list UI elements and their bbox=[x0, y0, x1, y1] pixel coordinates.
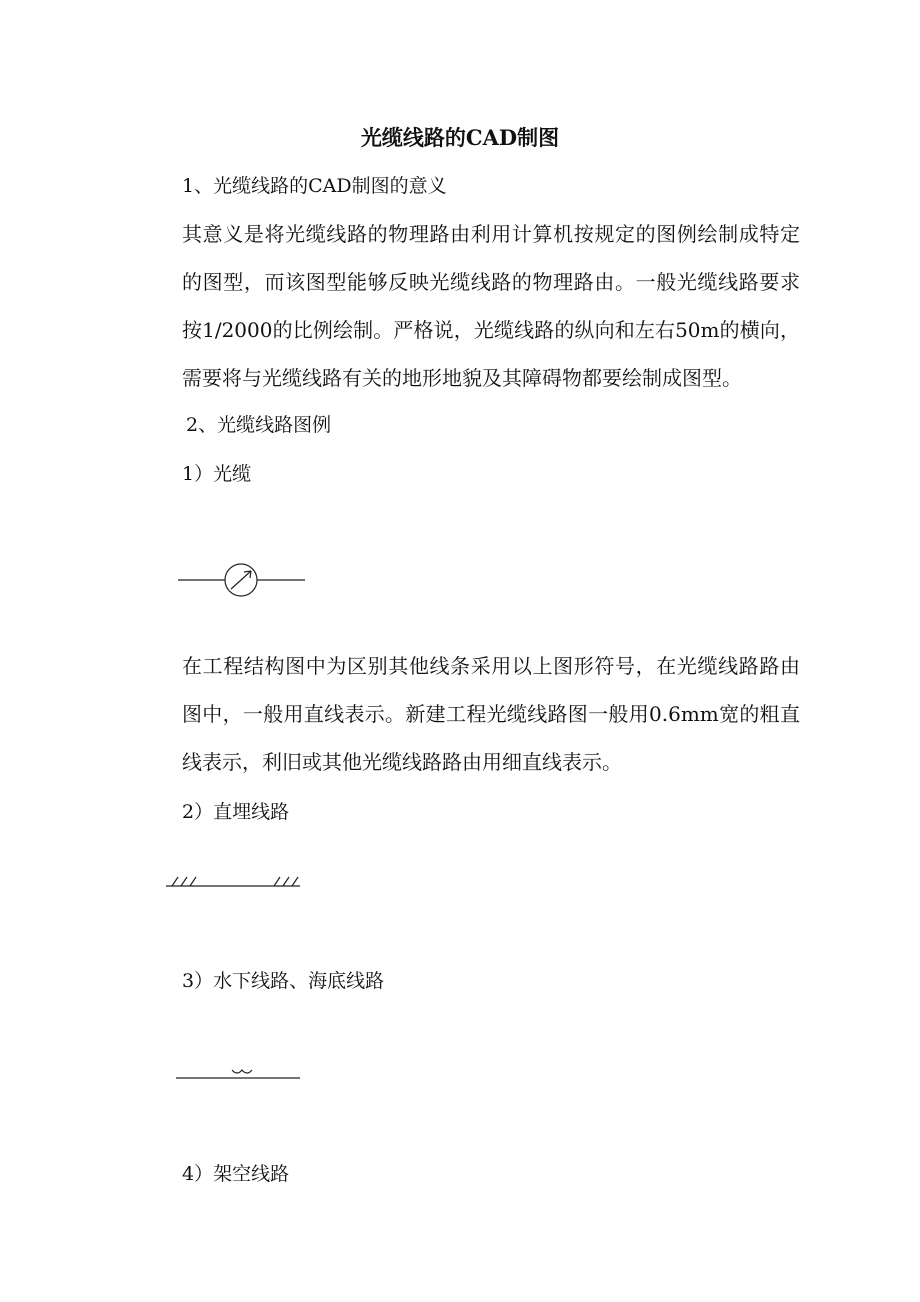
direct-buried-symbol bbox=[166, 874, 302, 888]
legend-item-aerial-label: 4）架空线路 bbox=[182, 1163, 290, 1185]
underwater-symbol bbox=[176, 1066, 302, 1082]
legend-item-direct-buried-label: 2）直埋线路 bbox=[182, 801, 290, 823]
section-2-heading: 2、光缆线路图例 bbox=[186, 414, 332, 436]
section-1-paragraph bbox=[140, 210, 800, 402]
optical-cable-symbol bbox=[178, 560, 306, 600]
legend-item-underwater-label: 3）水下线路、海底线路 bbox=[182, 970, 385, 992]
section-1-paragraph-text: 其意义是将光缆线路的物理路由利用计算机按规定的图例绘制成特定的图型，而该图型能够反映光缆线路的物理路由。一般光缆线路要求按1/2000的比例绘制。严格说，光缆线路的纵向和左右50m的横向，需要将与光缆线路有关的地形地貌及其障碍物都要绘制成图型。 bbox=[182, 222, 800, 390]
document-title: 光缆线路的CAD制图 bbox=[360, 125, 560, 150]
optical-cable-paragraph-text: 在工程结构图中为区别其他线条采用以上图形符号，在光缆线路路由图中，一般用直线表示。新建工程光缆线路图一般用0.6mm宽的粗直线表示，利旧或其他光缆线路路由用细直线表示。 bbox=[182, 654, 800, 774]
section-1-heading: 1、光缆线路的CAD制图的意义 bbox=[182, 175, 447, 197]
optical-cable-paragraph bbox=[140, 642, 800, 786]
legend-item-optical-cable-label: 1）光缆 bbox=[182, 463, 252, 485]
